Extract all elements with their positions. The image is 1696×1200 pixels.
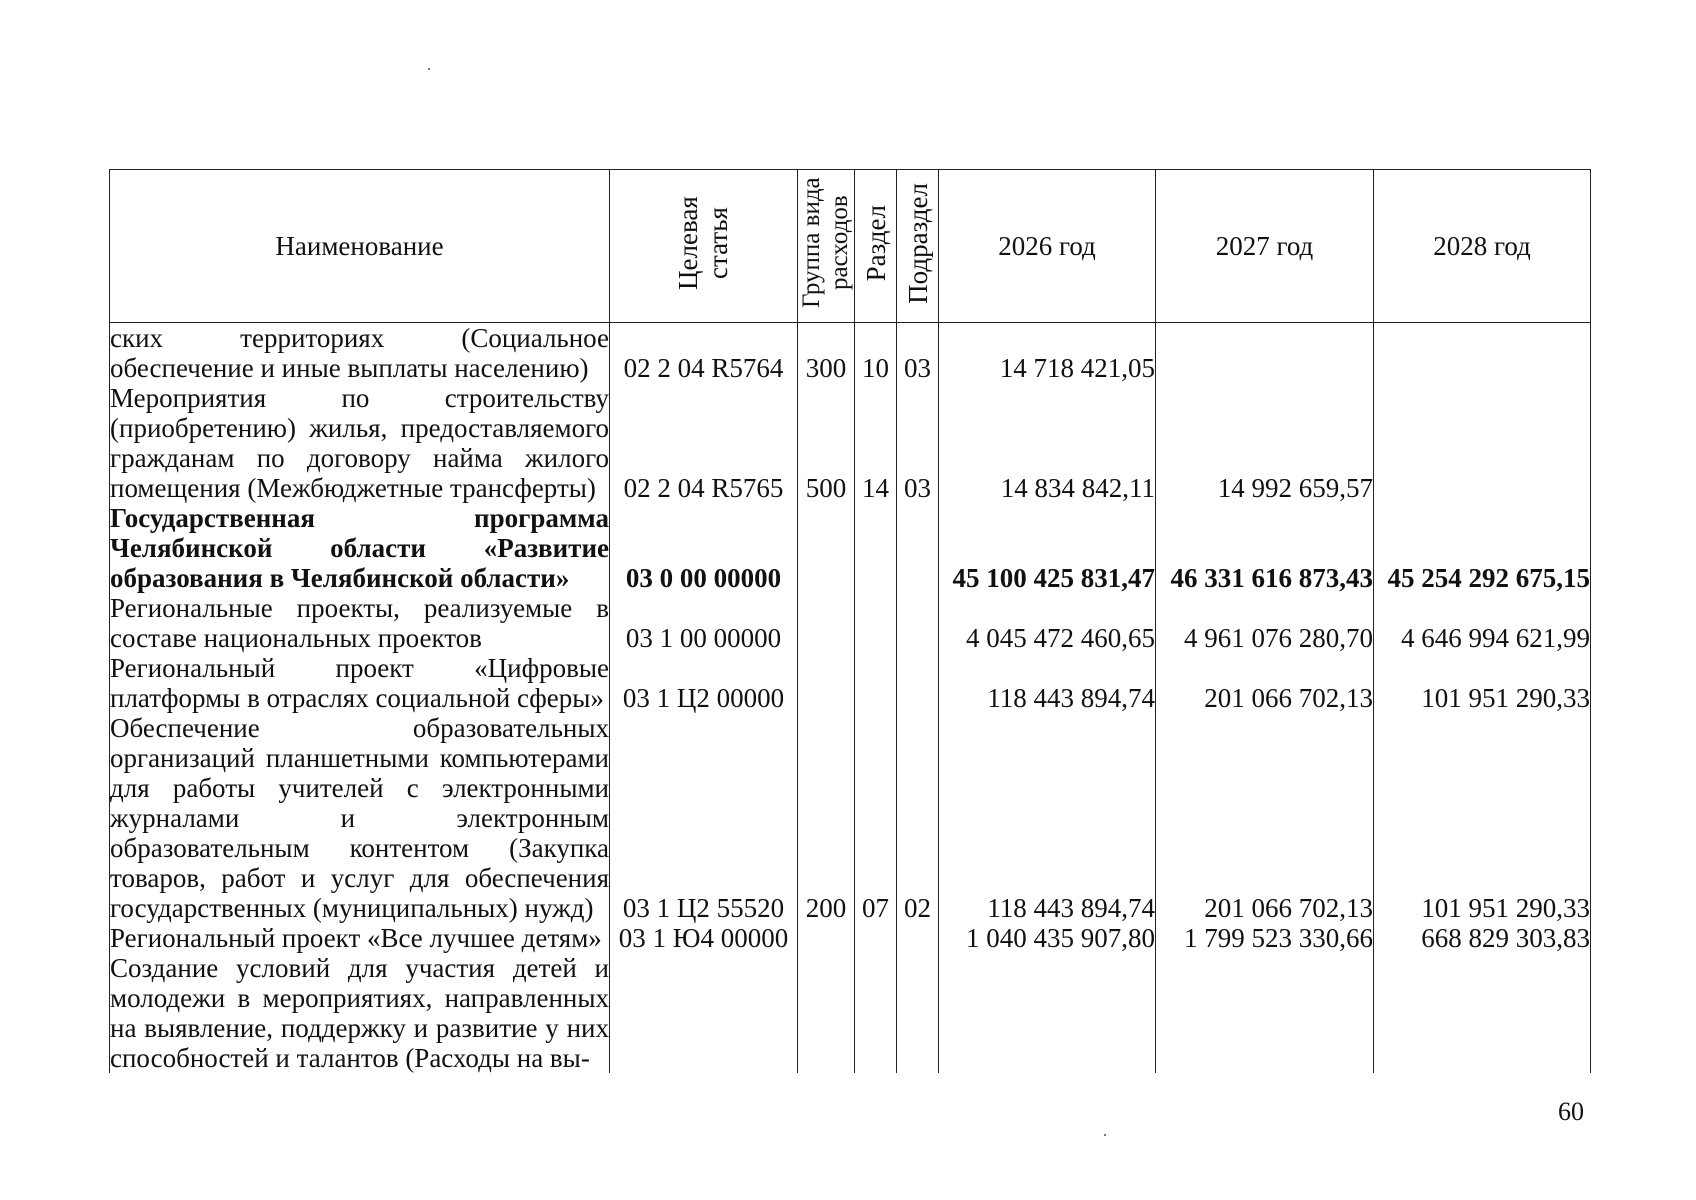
row-2027: 201 066 702,13 — [1156, 653, 1374, 713]
header-2026: 2026 год — [939, 170, 1156, 323]
row-name: Государственная программа Челябинской области «Развитие образования в Челябинской области» — [110, 503, 609, 593]
row-2027: 4 961 076 280,70 — [1156, 593, 1374, 653]
row-name: ских территориях (Социальное обеспечение и иные выплаты населению) — [110, 323, 609, 383]
row-2026: 45 100 425 831,47 — [939, 503, 1156, 593]
row-2026: 14 718 421,05 — [939, 323, 1156, 384]
row-code: 03 1 00 00000 — [610, 593, 798, 653]
row-section: 07 — [855, 713, 897, 923]
header-target-article: Целевая статья — [610, 170, 798, 323]
row-code: 02 2 04 R5765 — [610, 383, 798, 503]
table-row — [110, 593, 1591, 653]
row-code: 03 1 Ц2 00000 — [610, 653, 798, 713]
header-2027: 2027 год — [1156, 170, 1374, 323]
row-2028: 4 646 994 621,99 — [1374, 593, 1591, 653]
row-group — [798, 503, 855, 593]
row-subsection — [897, 593, 939, 653]
table-body — [110, 323, 1591, 1074]
row-2028: 45 254 292 675,15 — [1374, 503, 1591, 593]
row-subsection: 03 — [897, 323, 939, 384]
row-name: Региональный проект «Все лучшее детям» — [110, 923, 610, 953]
header-expense-group: Группа вида расходов — [798, 170, 855, 323]
row-2028: 668 829 303,83 — [1374, 923, 1591, 953]
row-2026: 1 040 435 907,80 — [939, 923, 1156, 953]
table-row — [110, 383, 1591, 503]
row-name: Создание условий для участия детей и молодежи в мероприятиях, направленных на выявление, поддержку и развитие у них способностей и талантов (Расходы на вы- — [110, 953, 609, 1073]
row-2027 — [1156, 323, 1374, 384]
row-subsection: 03 — [897, 383, 939, 503]
table-row — [110, 923, 1591, 953]
row-2028 — [1374, 383, 1591, 503]
row-subsection — [897, 923, 939, 953]
row-subsection — [897, 953, 939, 1073]
row-group — [798, 593, 855, 653]
row-2027 — [1156, 953, 1374, 1073]
header-name: Наименование — [110, 170, 610, 323]
row-section: 14 — [855, 383, 897, 503]
header-section: Раздел — [855, 170, 897, 323]
row-subsection — [897, 653, 939, 713]
row-code: 03 1 Ц2 55520 — [610, 713, 798, 923]
table-row — [110, 323, 1591, 384]
row-2027: 1 799 523 330,66 — [1156, 923, 1374, 953]
row-2026: 118 443 894,74 — [939, 653, 1156, 713]
table-row — [110, 503, 1591, 593]
header-2028: 2028 год — [1374, 170, 1591, 323]
row-2026: 14 834 842,11 — [939, 383, 1156, 503]
row-group — [798, 923, 855, 953]
row-code: 02 2 04 R5764 — [610, 323, 798, 384]
row-2028 — [1374, 323, 1591, 384]
row-section — [855, 503, 897, 593]
row-2027: 201 066 702,13 — [1156, 713, 1374, 923]
table-row — [110, 953, 1591, 1073]
row-group — [798, 953, 855, 1073]
row-section — [855, 923, 897, 953]
row-group — [798, 653, 855, 713]
row-section — [855, 653, 897, 713]
row-subsection — [897, 503, 939, 593]
table-row — [110, 653, 1591, 713]
budget-table — [109, 169, 1591, 1073]
row-2028: 101 951 290,33 — [1374, 713, 1591, 923]
table-header-row — [110, 170, 1591, 323]
row-2026: 4 045 472 460,65 — [939, 593, 1156, 653]
row-2027: 46 331 616 873,43 — [1156, 503, 1374, 593]
row-name: Обеспечение образовательных организаций планшетными компьютерами для работы учителей с электронными журналами и электронным образовательным контентом (Закупка товаров, работ и услуг для обеспечения государственных (муниципальных) нужд) — [110, 713, 609, 923]
header-subsection: Подраздел — [897, 170, 939, 323]
row-name: Мероприятия по строительству (приобретению) жилья, предоставляемого гражданам по договору найма жилого помещения (Межбюджетные трансферты) — [110, 383, 609, 503]
row-code: 03 1 Ю4 00000 — [610, 923, 798, 953]
page-number: 60 — [1558, 1097, 1584, 1126]
row-section — [855, 593, 897, 653]
row-name: Региональный проект «Цифровые платформы в отраслях социальной сферы» — [110, 653, 609, 713]
row-subsection: 02 — [897, 713, 939, 923]
scan-speck — [1104, 1134, 1106, 1136]
row-2026 — [939, 953, 1156, 1073]
row-2026: 118 443 894,74 — [939, 713, 1156, 923]
row-code — [610, 953, 798, 1073]
row-section: 10 — [855, 323, 897, 384]
row-name: Региональные проекты, реализуемые в составе национальных проектов — [110, 593, 609, 653]
row-2028: 101 951 290,33 — [1374, 653, 1591, 713]
table-row — [110, 713, 1591, 923]
row-group: 200 — [798, 713, 855, 923]
scan-speck — [428, 68, 430, 70]
row-group: 500 — [798, 383, 855, 503]
row-section — [855, 953, 897, 1073]
row-2028 — [1374, 953, 1591, 1073]
row-2027: 14 992 659,57 — [1156, 383, 1374, 503]
row-code: 03 0 00 00000 — [610, 503, 798, 593]
row-group: 300 — [798, 323, 855, 384]
